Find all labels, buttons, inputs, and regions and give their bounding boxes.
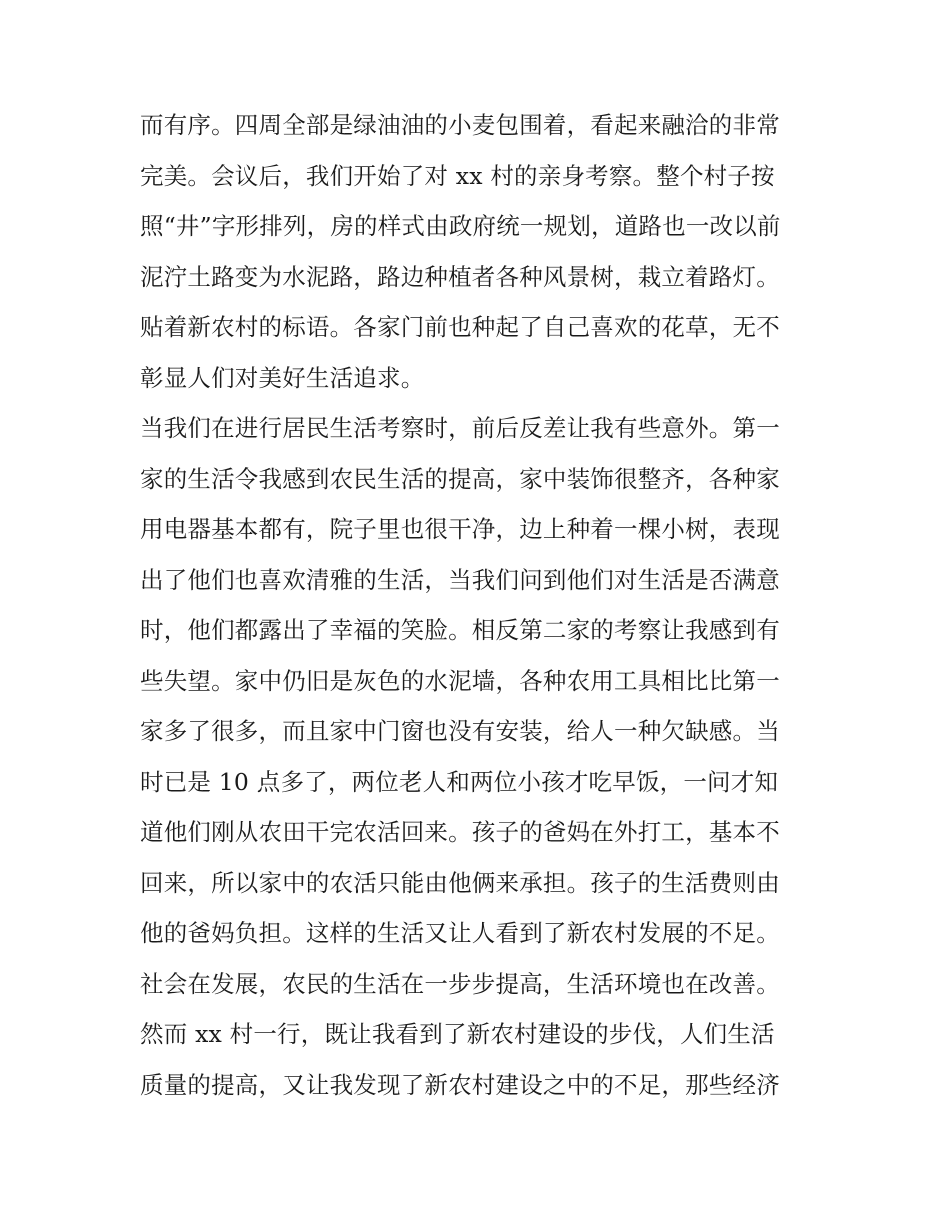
text-line: 他的爸妈负担。这样的生活又让人看到了新农村发展的不足。 xyxy=(140,919,780,947)
text-line: 时已是 10 点多了，两位老人和两位小孩才吃早饭，一问才知 xyxy=(140,767,779,796)
text-line: 些失望。家中仍旧是灰色的水泥墙，各种农用工具相比比第一 xyxy=(140,666,780,695)
text-line: 贴着新农村的标语。各家门前也种起了自己喜欢的花草，无不 xyxy=(140,313,780,341)
text-line: 用电器基本都有，院子里也很干净，边上种着一棵小树，表现 xyxy=(140,515,780,543)
text-line: 道他们刚从农田干完农活回来。孩子的爸妈在外打工，基本不 xyxy=(140,818,780,846)
text-line: 完美。会议后，我们开始了对 xx 村的亲身考察。整个村子按 xyxy=(140,161,775,190)
text-line: 质量的提高，又让我发现了新农村建设之中的不足，那些经济 xyxy=(140,1070,780,1099)
text-line: 家多了很多，而且家中门窗也没有安装，给人一种欠缺感。当 xyxy=(140,717,780,745)
text-line: 时，他们都露出了幸福的笑脸。相反第二家的考察让我感到有 xyxy=(140,616,780,644)
text-line: 彰显人们对美好生活追求。 xyxy=(140,363,425,392)
text-line: 社会在发展，农民的生活在一步步提高，生活环境也在改善。 xyxy=(140,969,780,998)
text-line: 出了他们也喜欢清雅的生活，当我们问到他们对生活是否满意 xyxy=(140,565,780,594)
text-line: 家的生活令我感到农民生活的提高，家中装饰很整齐，各种家 xyxy=(140,464,780,493)
text-line: 泥泞土路变为水泥路，路边种植者各种风景树，栽立着路灯。 xyxy=(140,262,780,291)
text-line: 当我们在进行居民生活考察时，前后反差让我有些意外。第一 xyxy=(140,414,780,442)
text-line: 照“井”字形排列，房的样式由政府统一规划，道路也一改以前 xyxy=(140,212,781,240)
text-line: 回来，所以家中的农活只能由他俩来承担。孩子的生活费则由 xyxy=(140,868,780,897)
body-text xyxy=(140,100,820,1110)
text-line: 而有序。四周全部是绿油油的小麦包围着，看起来融洽的非常 xyxy=(140,111,780,139)
text-line: 然而 xx 村一行，既让我看到了新农村建设的步伐，人们生活 xyxy=(140,1020,775,1048)
